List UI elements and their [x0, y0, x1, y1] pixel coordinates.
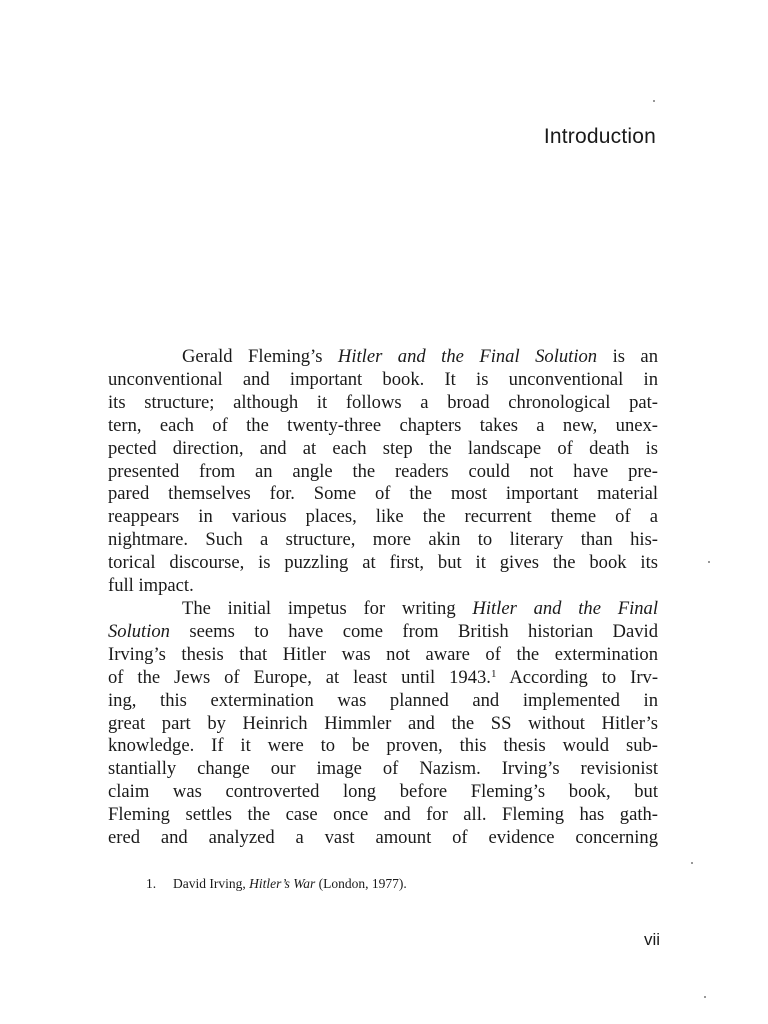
text-line: pared themselves for. Some of the most important material [108, 483, 658, 505]
text-line: Gerald Fleming’s Hitler and the Final Solution is an [182, 346, 658, 367]
text-line: The initial impetus for writing Hitler and the Final [182, 597, 658, 619]
scan-speck [653, 100, 655, 102]
body-text [108, 346, 658, 850]
text-line: Irving’s thesis that Hitler was not aware of the extermination [108, 643, 658, 665]
text-line: its structure; although it follows a broad chronological pat- [108, 391, 658, 413]
scan-speck [704, 996, 706, 998]
text-line: of the Jews of Europe, at least until 1943.$^1$ According to Irv- [108, 666, 659, 688]
text-line: great part by Heinrich Himmler and the SS without Hitler’s [108, 712, 658, 734]
text-line: reappears in various places, like the recurrent theme of a [108, 506, 658, 528]
chapter-title: Introduction [543, 125, 656, 148]
scan-speck [691, 862, 693, 864]
footnote-book-title: Hitler’s War [249, 876, 316, 891]
footnote: 1. David Irving, Hitler’s War (London, 1977). [146, 876, 407, 891]
footnote-number: 1. [146, 876, 157, 891]
text-line: pected direction, and at each step the landscape of death is [108, 437, 658, 459]
text-line: knowledge. If it were to be proven, this thesis would sub- [108, 735, 658, 757]
scan-speck [708, 561, 710, 563]
footnote-reference: 1 [490, 667, 497, 680]
text-line: unconventional and important book. It is unconventional in [108, 368, 658, 390]
page-number: vii [643, 930, 660, 949]
text-line: Fleming settles the case once and for all. Fleming has gath- [108, 804, 658, 826]
text-line: claim was controverted long before Fleming’s book, but [108, 781, 658, 803]
text-line: full impact. [108, 575, 194, 597]
paragraph-2 [108, 598, 658, 850]
text-line: Solution seems to have come from British historian David [108, 620, 658, 642]
text-line: ing, this extermination was planned and implemented in [108, 689, 658, 711]
text-line: ered and analyzed a vast amount of evidence concerning [108, 827, 658, 849]
text-line: stantially change our image of Nazism. Irving’s revisionist [108, 758, 658, 780]
text-line: presented from an angle the readers could not have pre- [108, 460, 658, 482]
paragraph-1 [108, 346, 658, 598]
text-line: torical discourse, is puzzling at first, but it gives the book its [108, 552, 658, 574]
text-line: nightmare. Such a structure, more akin to literary than his- [108, 529, 658, 551]
text-line: tern, each of the twenty-three chapters takes a new, unex- [108, 414, 658, 436]
